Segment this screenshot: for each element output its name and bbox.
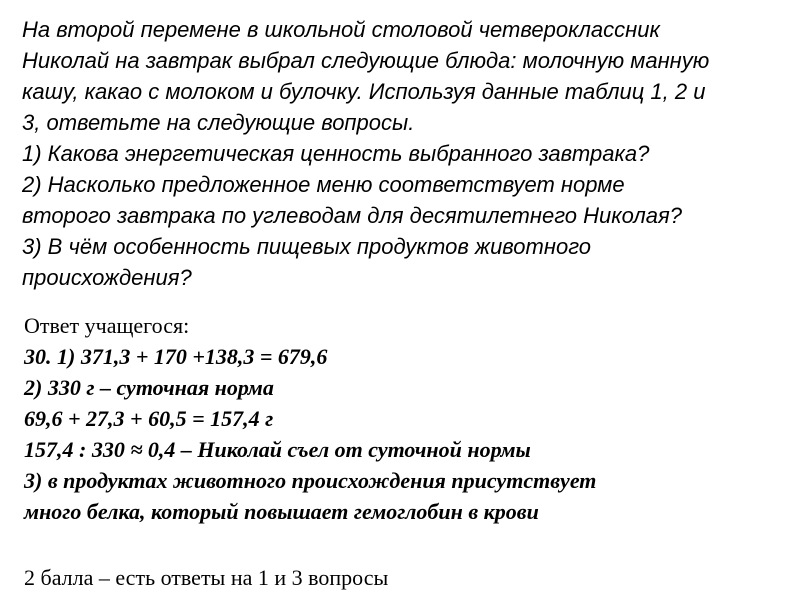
task-line: Николай на завтрак выбрал следующие блюда: молочную манную: [22, 48, 710, 73]
answer-heading: Ответ учащегося:: [24, 313, 190, 338]
task-line: кашу, какао с молоком и булочку. Используя данные таблиц 1, 2 и: [22, 79, 706, 104]
task-line: 3, ответьте на следующие вопросы.: [22, 110, 415, 135]
score-note: 2 балла – есть ответы на 1 и 3 вопросы: [24, 565, 389, 590]
answer-line: 69,6 + 27,3 + 60,5 = 157,4 г: [24, 406, 274, 431]
question-3: 3) В чём особенность пищевых продуктов животного: [22, 234, 592, 259]
task-text: [22, 14, 782, 293]
answer-line: 157,4 : 330 ≈ 0,4 – Николай съел от суточной нормы: [24, 437, 531, 462]
question-1: 1) Какова энергетическая ценность выбранного завтрака?: [22, 141, 650, 166]
question-3-continued: происхождения?: [22, 265, 192, 290]
question-2: 2) Насколько предложенное меню соответствует норме: [22, 172, 625, 197]
question-2-continued: второго завтрака по углеводам для десятилетнего Николая?: [22, 203, 683, 228]
answer-line: 3) в продуктах животного происхождения присутствует: [24, 468, 597, 493]
answer-line: много белка, который повышает гемоглобин в крови: [24, 499, 539, 524]
task-line: На второй перемене в школьной столовой четвероклассник: [22, 17, 660, 42]
answer-line: 30. 1) 371,3 + 170 +138,3 = 679,6: [24, 344, 328, 369]
answer-line: 2) 330 г – суточная норма: [24, 375, 274, 400]
student-answer: [24, 310, 784, 527]
